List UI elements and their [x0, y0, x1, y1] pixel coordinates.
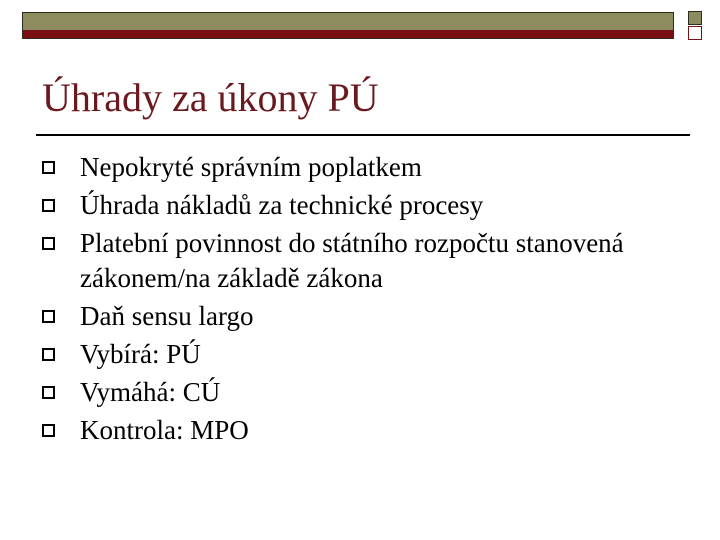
- bullet-item: [42, 150, 682, 185]
- hollow-square-bullet-icon: [42, 348, 55, 361]
- bullet-text: Daň sensu largo: [80, 301, 254, 331]
- hollow-square-bullet-icon: [42, 386, 55, 399]
- title-divider: [36, 134, 690, 136]
- bullet-item: [42, 188, 682, 223]
- hollow-square-bullet-icon: [42, 310, 55, 323]
- corner-square-bottom: [688, 26, 702, 40]
- bullet-text: Kontrola: MPO: [80, 415, 249, 445]
- slide-title: Úhrady za úkony PÚ: [42, 75, 379, 120]
- bullet-text: Vymáhá: CÚ: [80, 377, 221, 407]
- hollow-square-bullet-icon: [42, 161, 55, 174]
- bullet-item: [42, 337, 682, 372]
- hollow-square-bullet-icon: [42, 237, 55, 250]
- bullet-item: [42, 413, 682, 448]
- bullet-item: [42, 226, 682, 296]
- header-band: [22, 12, 674, 39]
- bullet-text: Úhrada nákladů za technické procesy: [80, 190, 484, 220]
- bullet-item: [42, 375, 682, 410]
- bullet-text: Platební povinnost do státního rozpočtu stanovená zákonem/na základě zákona: [80, 228, 624, 293]
- hollow-square-bullet-icon: [42, 424, 55, 437]
- bullet-list: [42, 150, 682, 451]
- bullet-item: [42, 299, 682, 334]
- bullet-text: Vybírá: PÚ: [80, 339, 201, 369]
- bullet-text: Nepokryté správním poplatkem: [80, 152, 422, 182]
- hollow-square-bullet-icon: [42, 199, 55, 212]
- corner-square-top: [688, 11, 702, 25]
